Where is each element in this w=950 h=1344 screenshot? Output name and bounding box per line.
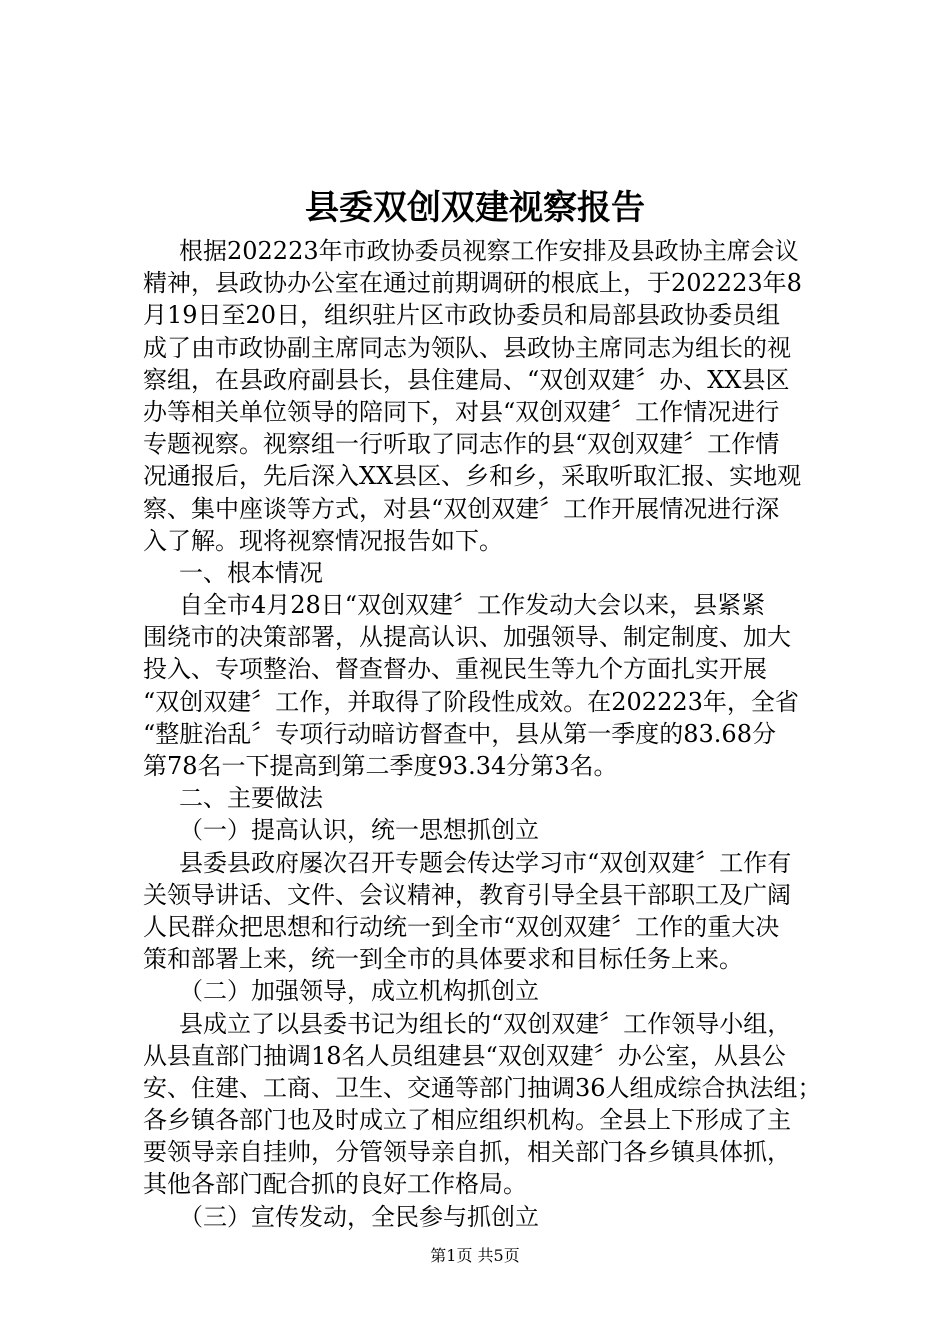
text-line: 况通报后，先后深入XX县区、乡和乡，采取听取汇报、实地观 <box>143 462 802 491</box>
text-line: 入了解。现将视察情况报告如下。 <box>143 526 503 555</box>
text-line: 精神，县政协办公室在通过前期调研的根底上，于202223年8 <box>143 269 802 298</box>
page-footer: 第1页 共5页 <box>430 1246 520 1265</box>
text-line: 一、根本情况 <box>179 558 323 587</box>
text-line: 察组，在县政府副县长，县住建局、“双创双建〞办、XX县区 <box>143 365 790 394</box>
text-line: 成了由市政协副主席同志为领队、县政协主席同志为组长的视 <box>143 333 791 362</box>
text-line: （二）加强领导，成立机构抓创立 <box>179 977 539 1006</box>
text-line: 关领导讲话、文件、会议精神，教育引导全县干部职工及广阔 <box>143 880 791 909</box>
text-line: （三）宣传发动，全民参与抓创立 <box>179 1202 539 1231</box>
text-line: 围绕市的决策部署，从提高认识、加强领导、制定制度、加大 <box>143 623 791 652</box>
text-line: 安、住建、工商、卫生、交通等部门抽调36人组成综合执法组； <box>143 1073 822 1102</box>
text-line: 各乡镇各部门也及时成立了相应组织机构。全县上下形成了主 <box>143 1106 791 1135</box>
text-line: 根据202223年市政协委员视察工作安排及县政协主席会议 <box>179 237 799 265</box>
text-line: 县成立了以县委书记为组长的“双创双建〞工作领导小组， <box>179 1009 792 1038</box>
text-line: 月19日至20日，组织驻片区市政协委员和局部县政协委员组 <box>143 301 781 330</box>
text-line: 要领导亲自挂帅，分管领导亲自抓，相关部门各乡镇具体抓， <box>143 1138 791 1167</box>
text-line: 其他各部门配合抓的良好工作格局。 <box>143 1170 527 1199</box>
text-line: 察、集中座谈等方式，对县“双创双建〞工作开展情况进行深 <box>143 494 780 523</box>
text-line: 二、主要做法 <box>179 784 323 813</box>
text-line: 策和部署上来，统一到全市的具体要求和目标任务上来。 <box>143 945 743 974</box>
text-line: 第78名一下提高到第二季度93.34分第3名。 <box>143 752 618 780</box>
text-line: （一）提高认识，统一思想抓创立 <box>179 816 539 845</box>
text-line: 从县直部门抽调18名人员组建县“双创双建〞办公室，从县公 <box>143 1041 786 1070</box>
document-body <box>143 235 823 1233</box>
text-line: 专题视察。视察组一行听取了同志作的县“双创双建〞工作情 <box>143 430 780 459</box>
text-line: 投入、专项整治、督查督办、重视民生等九个方面扎实开展 <box>143 655 767 684</box>
text-line: “整脏治乱〞专项行动暗访督查中，县从第一季度的83.68分 <box>143 719 776 748</box>
page-title: 县委双创双建视察报告 <box>305 188 645 228</box>
text-line: 人民群众把思想和行动统一到全市“双创双建〞工作的重大决 <box>143 912 780 941</box>
text-line: 办等相关单位领导的陪同下，对县“双创双建〞工作情况进行 <box>143 397 780 426</box>
text-line: 县委县政府屡次召开专题会传达学习市“双创双建〞工作有 <box>179 848 792 877</box>
text-line: 自全市4月28日“双创双建〞工作发动大会以来，县紧紧 <box>179 591 766 620</box>
text-line: “双创双建〞工作，并取得了阶段性成效。在202223年，全省 <box>143 687 799 716</box>
